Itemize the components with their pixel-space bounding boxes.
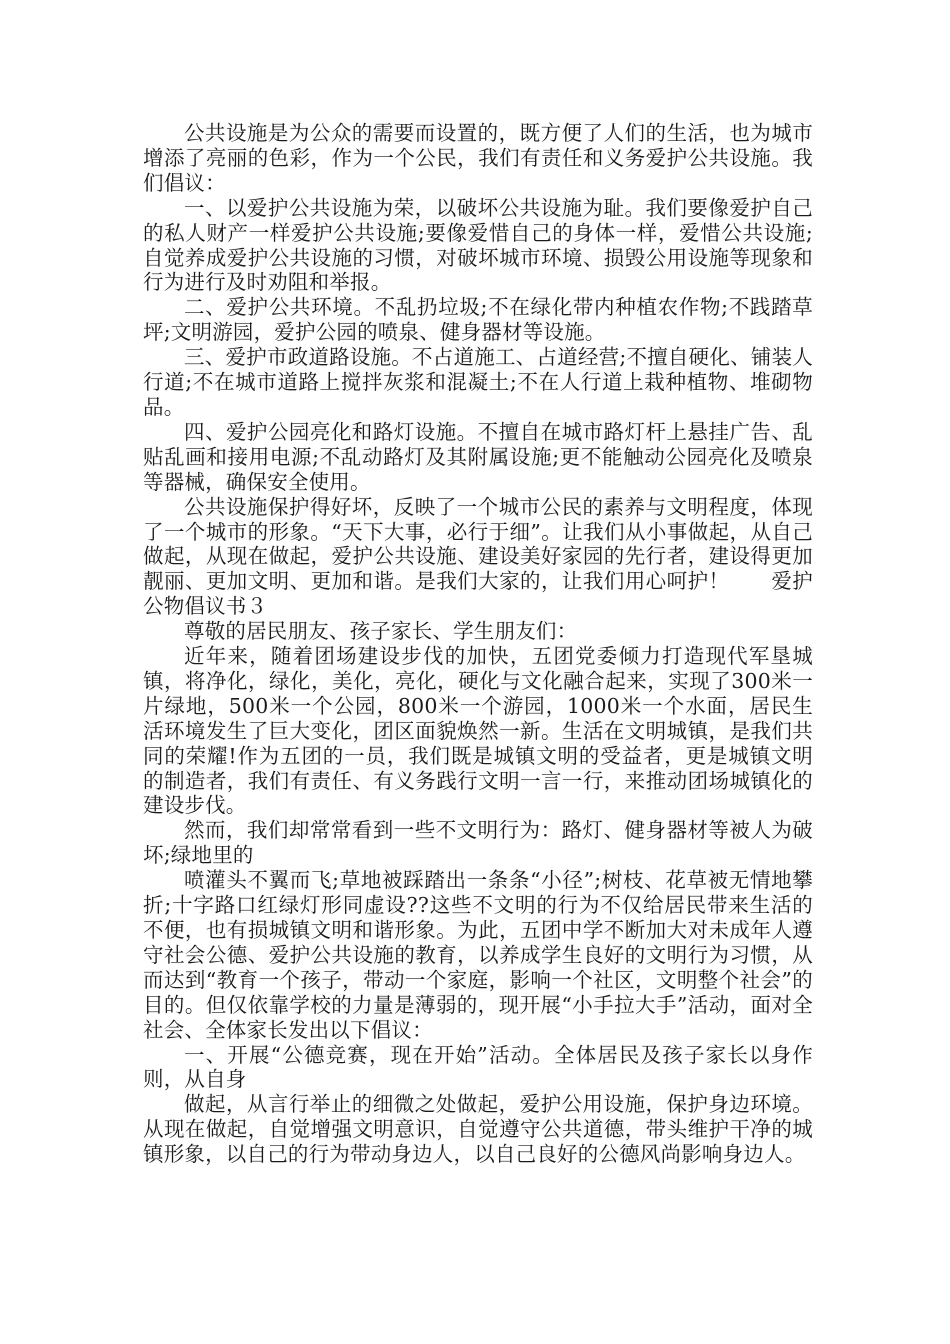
paragraph-item-1: 一、以爱护公共设施为荣，以破坏公共设施为耻。我们要像爱护自己的私人财产一样爱护公共设施;要像爱惜自己的身体一样，爱惜公共设施;自觉养成爱护公共设施的习惯，对破坏城市环境、损毁公用设施等现象和行为进行及时劝阻和举报。 <box>143 195 813 295</box>
paragraph-conclusion: 公共设施保护得好坏，反映了一个城市公民的素养与文明程度，体现了一个城市的形象。“天下大事，必行于细”。让我们从小事做起，从自己做起，从现在做起，爱护公共设施、建设美好家园的先行者，建设得更加靓丽、更加文明、更加和谐。是我们大家的，让我们用心呵护！ 爱护公物倡议书３ <box>143 494 813 619</box>
paragraph-problems: 喷灌头不翼而飞;草地被踩踏出一条条“小径”;树枝、花草被无情地攀折;十字路口红绿灯形同虚设??这些不文明的行为不仅给居民带来生活的不便，也有损城镇文明和谐形象。为此，五团中学不断加大对未成年人遵守社会公德、爱护公共设施的教育，以养成学生良好的文明行为习惯，从而达到“教育一个孩子，带动一个家庭，影响一个社区，文明整个社会”的目的。但仅依靠学校的力量是薄弱的，现开展“小手拉大手”活动，面对全社会、全体家长发出以下倡议： <box>143 868 813 1042</box>
paragraph-salutation: 尊敬的居民朋友、孩子家长、学生朋友们： <box>184 619 578 644</box>
document-body <box>143 121 813 1167</box>
paragraph-item-4: 四、爱护公园亮化和路灯设施。不擅自在城市路灯杆上悬挂广告、乱贴乱画和接用电源;不乱动路灯及其附属设施;更不能触动公园亮化及喷泉等器械，确保安全使用。 <box>143 419 813 494</box>
paragraph-proposal-1: 一、开展“公德竞赛，现在开始”活动。全体居民及孩子家长以身作则，从自身 <box>143 1042 813 1092</box>
paragraph-item-2: 二、爱护公共环境。不乱扔垃圾;不在绿化带内种植农作物;不践踏草坪;文明游园，爱护公园的喷泉、健身器材等设施。 <box>143 295 813 345</box>
paragraph-item-3: 三、爱护市政道路设施。不占道施工、占道经营;不擅自硬化、铺装人行道;不在城市道路上搅拌灰浆和混凝土;不在人行道上栽种植物、堆砌物品。 <box>143 345 813 419</box>
paragraph-however: 然而，我们却常常看到一些不文明行为：路灯、健身器材等被人为破坏;绿地里的 <box>143 818 813 868</box>
paragraph-proposal-1-cont: 做起，从言行举止的细微之处做起，爱护公用设施，保护身边环境。从现在做起，自觉增强文明意识，自觉遵守公共道德，带头维护干净的城镇形象，以自己的行为带动身边人，以自己良好的公德风尚影响身边人。 <box>143 1092 813 1167</box>
paragraph-intro: 公共设施是为公众的需要而设置的，既方便了人们的生活，也为城市增添了亮丽的色彩，作为一个公民，我们有责任和义务爱护公共设施。我们倡议： <box>143 121 813 195</box>
paragraph-background: 近年来，随着团场建设步伐的加快，五团党委倾力打造现代军垦城镇，将净化，绿化，美化，亮化，硬化与文化融合起来，实现了300米一片绿地，500米一个公园，800米一个游园，1000米一个水面，居民生活环境发生了巨大变化，团区面貌焕然一新。生活在文明城镇，是我们共同的荣耀!作为五团的一员，我们既是城镇文明的受益者，更是城镇文明的制造者，我们有责任、有义务践行文明一言一行，来推动团场城镇化的建设步伐。 <box>143 644 813 818</box>
